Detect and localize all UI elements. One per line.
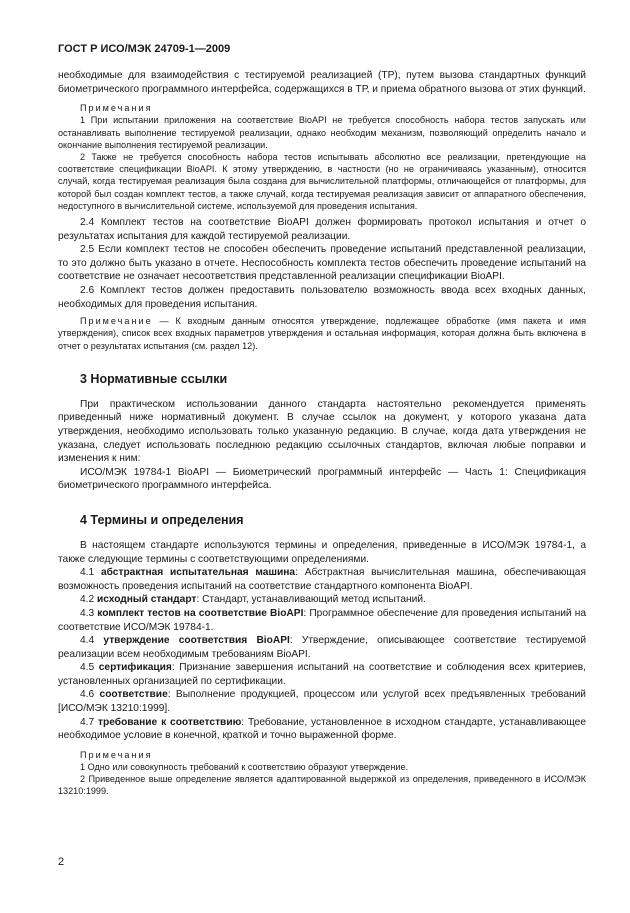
term-name: абстрактная испытательная машина	[100, 567, 296, 579]
section-4-intro: В настоящем стандарте используются термины и определения, приведенные в ИСО/МЭК 19784-1, а также следующие термины с соответствующими определениями.	[58, 539, 586, 565]
standard-header: ГОСТ Р ИСО/МЭК 24709-1—2009	[58, 43, 231, 55]
term-definition: : Выполнение продукцией, процессом или услугой всех предъявленных требований [ИСО/МЭК 13210:1999].	[58, 689, 587, 715]
note-single-heading: Примечание	[80, 316, 153, 327]
term-definition: : Абстрактная вычислительная машина, обеспечивающая возможность проведения испытаний на соответствие стандартного компонента BioAPI.	[58, 567, 586, 592]
paragraph-2-5: 2.5 Если комплект тестов не способен обеспечить проведение испытаний представленной реализации, то это должно быть указано в отчете. Неспособность комплекта тестов обеспечить проведение испытаний на соответствие не означает несоответствия представленной реализации спецификации BioAPI.	[58, 244, 586, 283]
term-4-6	[58, 688, 586, 715]
term-number: 4.4	[80, 635, 104, 647]
section-4-title: 4 Термины и определения	[80, 512, 244, 527]
term-number: 4.6	[80, 689, 100, 701]
term-name: требование к соответствию	[98, 716, 242, 728]
term-definition: : Программное обеспечение для проведения испытаний на соответствие ИСО/МЭК 19784-1.	[58, 607, 586, 633]
term-name: соответствие	[99, 689, 168, 701]
term-4-4	[58, 634, 586, 661]
paragraph-2-6: 2.6 Комплект тестов должен предоставить пользователю возможность ввода всех входных данных, необходимых для проведения испытания.	[58, 284, 586, 310]
term-number: 4.5	[80, 662, 99, 674]
note-single	[58, 315, 586, 352]
term-4-1	[58, 566, 586, 593]
term-number: 4.1	[80, 567, 101, 579]
notes-heading: Примечания	[80, 103, 153, 114]
term-name: комплект тестов на соответствие BioAPI	[97, 607, 304, 619]
section-4-notes-heading: Примечания	[80, 749, 153, 760]
note-1: 1 При испытании приложения на соответствие BioAPI не требуется способность набора тестов запускать или останавливать выполнение тестируемой реализации, однако необходим механизм, позволяющий определить начало и окончание выполнения тестируемой реализации.	[58, 115, 586, 150]
term-number: 4.3	[80, 607, 98, 619]
term-name: утверждение соответствия BioAPI	[103, 635, 290, 647]
term-number: 4.2	[80, 594, 97, 606]
section-4-note-1: 1 Одно или совокупность требований к соответствию образуют утверждение.	[80, 762, 409, 773]
term-name: исходный стандарт	[97, 594, 197, 606]
term-definition: : Стандарт, устанавливающий метод испытаний.	[196, 594, 426, 606]
term-name: сертификация	[98, 662, 172, 674]
note-single-text: — К входным данным относятся утверждение, подлежащее обработке (имя пакета и имя утверждения), список всех входных параметров утверждения и остальная информация, которая должна быть включена в отчет о результатах испытания (см. раздел 12).	[58, 316, 586, 351]
note-2: 2 Также не требуется способность набора тестов испытывать абсолютно все реализации, претендующие на соответствие спецификации BioAPI. К этому утверждению, в частности (но не ограничиваясь указанным), относится случай, когда тестируемая реализация была создана для вычислительной платформы, отличающейся от платформы, для которой был создан комплект тестов, а также случай, когда тестируемая реализация зависит от аппаратного обеспечения, недоступного в вычислительной системе, используемой для проведения испытания.	[58, 152, 586, 211]
term-definition: : Признание завершения испытаний на соответствие и соблюдения всех критериев, установленных организацией по сертификации.	[58, 662, 586, 687]
section-3-title: 3 Нормативные ссылки	[80, 371, 228, 386]
term-definition: : Утверждение, описывающее соответствие тестируемой реализации всем необходимым требованиям BioAPI.	[58, 635, 587, 660]
paragraph-continuation: необходимые для взаимодействия с тестируемой реализацией (ТР), путем вызова стандартных функций биометрического программного интерфейса, содержащихся в ТР, и приема обратного вызова от этих функций.	[58, 70, 586, 95]
page-number: 2	[58, 856, 65, 868]
term-4-7	[58, 716, 586, 743]
term-4-5	[58, 661, 586, 688]
term-4-2	[58, 593, 586, 607]
normative-reference: ИСО/МЭК 19784-1 BioAPI — Биометрический программный интерфейс — Часть 1: Спецификация биометрического программного интерфейса.	[58, 466, 586, 492]
term-definition: : Требование, установленное в исходном стандарте, устанавливающее необходимое условие в конечной, краткой и точно выраженной форме.	[58, 716, 587, 742]
term-number: 4.7	[80, 716, 99, 728]
section-3-paragraph: При практическом использовании данного стандарта настоятельно рекомендуется применять приведенный ниже нормативный документ. В случае ссылок на документ, у которого указана дата утверждения, необходимо использовать только указанную редакцию. В случае, когда дата утверждения не указана, следует использовать последнюю редакцию ссылочных стандартов, включая любые поправки и изменения к ним:	[58, 398, 586, 465]
paragraph-2-4: 2.4 Комплект тестов на соответствие BioAPI должен формировать протокол испытания и отчет о результатах испытания для каждой тестируемой реализации.	[58, 217, 586, 242]
section-4-note-2: 2 Приведенное выше определение является адаптированной выдержкой из определения, приведенного в ИСО/МЭК 13210:1999.	[58, 774, 586, 797]
term-4-3	[58, 607, 586, 634]
